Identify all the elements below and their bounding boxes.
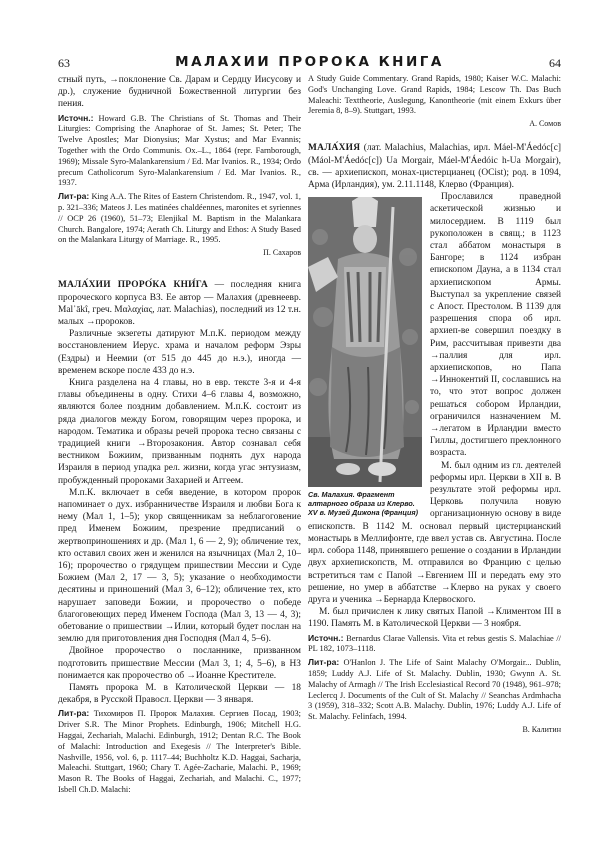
- article-intro: [58, 279, 301, 328]
- paragraph: М. был причислен к лику святых Папой →Климентом III в 1190. Память М. в Католической Церкви — 3 ноября.: [308, 607, 561, 630]
- literature-label: Лит-ра:: [308, 657, 340, 668]
- running-title: МАЛАХИИ ПРОРОКА КНИГА: [175, 54, 444, 70]
- page-number-right: 64: [549, 56, 561, 70]
- sources-label: Источн.:: [58, 112, 94, 123]
- author-signature: В. Калитин: [522, 724, 561, 734]
- paragraph: стный путь, →поклонение Св. Дарам и Сердцу Иисусову и др.), служение будничной Божественной литургии без пения.: [58, 75, 301, 110]
- right-column: [308, 74, 561, 740]
- paragraph: Память пророка М. в Католической Церкви — 18 декабря, в Русской Правосл. Церкви — 3 января.: [58, 683, 301, 706]
- figure: [308, 197, 422, 517]
- saint-malachy-image: [308, 197, 422, 487]
- literature-continuation: A Study Guide Commentary. Grand Rapids, 1980; Kaiser W.C. Malachi: God's Unchanging Love. Grand Rapids, 1984; Lescow Th. Das Buch Maleachi: Texttheorie, Auslegung, Kanontheorie (mit einem Exkurs über Jeremia 8, 8–9). Stuttgart, 1993.: [308, 74, 561, 116]
- author-signature: П. Сахаров: [263, 248, 301, 258]
- sources-label: Источн.:: [308, 632, 344, 643]
- left-column: [58, 74, 301, 796]
- sources-entry: [308, 633, 561, 656]
- article-headword: МАЛА́ХИЯ: [308, 143, 361, 154]
- article-intro: [308, 142, 561, 191]
- article-headword: МАЛА́ХИИ ПРОРО́КА КНИ́ГА: [58, 280, 209, 291]
- figure-caption: Св. Малахия. Фрагмент алтарного образа из Клерво. XV в. Музей Дижона (Франция): [308, 490, 419, 518]
- paragraph: Двойное пророчество о посланнике, призванном подготовить пришествие Мессии (Мал 3, 1; 4, 5–6), в НЗ понимается как пророчество об →Иоанне Крестителе.: [58, 646, 301, 681]
- paragraph: Книга разделена на 4 главы, но в евр. тексте 3-я и 4-я главы объединены в одну. Стихи 4–6 главы 4, возможно, являются более поздним добавлением. М.п.К. состоит из ряда диалогов между Богом, говорящим через пророка, и народом. Тематика и образы речей пророка тесно связаны с традицией книги →Второзакония. Автор сознавал себя вестником Божиим, призванным поднять дух народа Израиля в период упадка рел. жизни, когда угас энтузиазм, пробужденный пророками Захарией и Аггеем.: [58, 378, 301, 486]
- paragraph: Различные экзегеты датируют М.п.К. периодом между восстановлением Иерус. храма и началом реформ Эзры (Ездры) и Неемии (от 515 до 445 до н.э.), иногда — временем вскоре после 433 до н.э.: [58, 329, 301, 376]
- paragraph: М. был одним из гл. деятелей реформы ирл. Церкви в XII в. В результате этой реформы ирл. Церковь получила новую организационную основу в виде епископств. В 1142 М. основал первый цистерцианский монастырь в Меллифонте, где ввел устав св. Августина. После ирл. собора 1148, принявшего решение о создании в Ирландии двух архиепископств, М. отправился во Францию с целью встретиться там с Папой →Евгением III и передать ему это решение, но умер в аббатстве →Клерво на руках у своего друга и ученика →Бернарда Клервоского.: [308, 460, 561, 605]
- author-signature: А. Сомов: [529, 119, 561, 129]
- literature-label: Лит-ра:: [58, 708, 90, 719]
- literature-entry: [58, 708, 301, 795]
- literature-text: Тихомиров П. Пророк Малахия. Сергиев Посад, 1903; Driver S.R. The Minor Prophets. Edinburgh, 1906; Mitchell H.G. Haggai, Zechariah, Malachi. Edinburgh, 1912; Dentan R.C. The Book of Malachi: Introduction and Exegesis // The Interpreter's Bible. Nashville, 1956, vol. 6, p. 1117–44; Buchholtz K.D. Haggai, Sacharja, Maleachi. Stuttgart, 1960; Chary T. Agée-Zacharie, Malachi. P., 1969; Mason R. The Books of Haggai, Zechariah, and Malachi. C., 1977; Isbell Ch.D. Malachi:: [58, 709, 301, 795]
- sources-entry: [58, 113, 301, 190]
- literature-entry: [308, 657, 561, 723]
- running-header: [58, 56, 561, 72]
- article-intro-text: — последняя книга пророческого корпуса ВЗ. Ее автор — Малахия (древнеевр. Mal᾽ākî, греч. Μαλαχίας, лат. Malachias), последний из 12 т.н. малых →пророков.: [58, 280, 301, 327]
- literature-label: Лит-ра:: [58, 191, 90, 202]
- paragraph: М.п.К. включает в себя введение, в котором пророк напоминает о дух. избранничестве Израиля и любви Бога к нему (Мал 1, 1–5); укор священникам за неблагоговение пред Именем Божиим, презрение предписаний о жертвоприношениях и др. (Мал 1, 6 — 2, 9); обличение тех, кто оставил своих жен и женился на язычницах (Мал 2, 10–16); пророчество о грядущем пришествии Мессии и Суде Божием (Мал 2, 17 — 3, 5); указание о необходимости десятины и приношений (Мал 3, 6–12); обличение тех, кто нарушает заповеди Божии, и пророчество о победе благоговеющих перед Именем Господа (Мал 3, 13 — 4, 3); обетование о пришествии →Илии, который будет послан на землю для приготовления дня Господня (Мал 4, 5–6).: [58, 487, 301, 645]
- paragraph: Прославился праведной аскетической жизнью и милосердием. В 1119 был рукоположен в свящ.; в 1123 стал аббатом монастыря в Бангоре; в 1124 избран епископом Дауна, а в 1134 стал архиепископом Армы. Выступал за укрепление связей с Апост. Престолом. В 1139 для разрешения спора об ирл. архиеп-ве совершил поездку в Рим, рассчитывая привезти два →паллия для ирл. архиепископов, но Папа →Иннокентий II, сославшись на то, что этот вопрос должен решаться собором Ирландии, ограничился назначением М. →легатом в Ирландии вместо Гиллы, достигшего преклонного возраста.: [430, 192, 561, 459]
- literature-entry: [58, 191, 301, 246]
- sources-text: Bernardus Clarae Vallensis. Vita et rebus gestis S. Malachiae // PL 182, 1073–1118.: [308, 633, 561, 654]
- literature-text: O'Hanlon J. The Life of Saint Malachy O'Morgair... Dublin, 1859; Luddy A.J. Life of St. Malachy. Dublin, 1930; Gwynn A. St. Malachy of Armagh // The Irish Ecclesiastical Record 70 (1948), 961–978; Leclercq J. Documents of the Cult of St. Malachy // Seanchas Ardmhacha 3 (1959), 318–332; Scott A.B. Malachy. Dublin, 1976; Luddy A.J. Life of St. Malachy. Felinfach, 1994.: [308, 658, 561, 722]
- sources-text: Howard G.B. The Christians of St. Thomas and Their Liturgies: Comprising the Anaphorae of St. James; St. Peter; The Twelve Apostles; Mar Dionysius; Mar Xystus; and Mar Evannis; Together with the Ordo Communis. Ox.–L., 1864 (repr. Farnborough, 1969); Missale Syro-Malankarensium / Ed. Mar Ivanios. R., 1934; Ordo precum Catholicorum Syro-Malankarensium / Ed. Mar Ivanios. R., 1937.: [58, 113, 301, 188]
- page-number-left: 63: [58, 56, 70, 70]
- article-intro-text: (лат. Malachius, Malachias, ирл. Máel-M'Áedóc[c] (Máol-M'Áedóc[c]) Ua Morgair, Máel-M'Áedóic h-Ua Morgair), св. — архиепископ, монах-цистерцианец (OCist); род. в 1094, Арма (Ирландия), ум. 2.11.1148, Клерво (Франция).: [308, 143, 561, 190]
- literature-text: King A.A. The Rites of Eastern Christendom. R., 1947, vol. 1, p. 321–336; Mateos J. Les matinées chaldéennes, maronites et syriennes // OCP 26 (1960), 51–73; Elenjikal M. Baptism in the Malankara Church. Bangalore, 1974; Aerath Ch. Liturgy and Ethos: A Study Based on the Malankara Liturgy of Marriage. R., 1995.: [58, 192, 301, 245]
